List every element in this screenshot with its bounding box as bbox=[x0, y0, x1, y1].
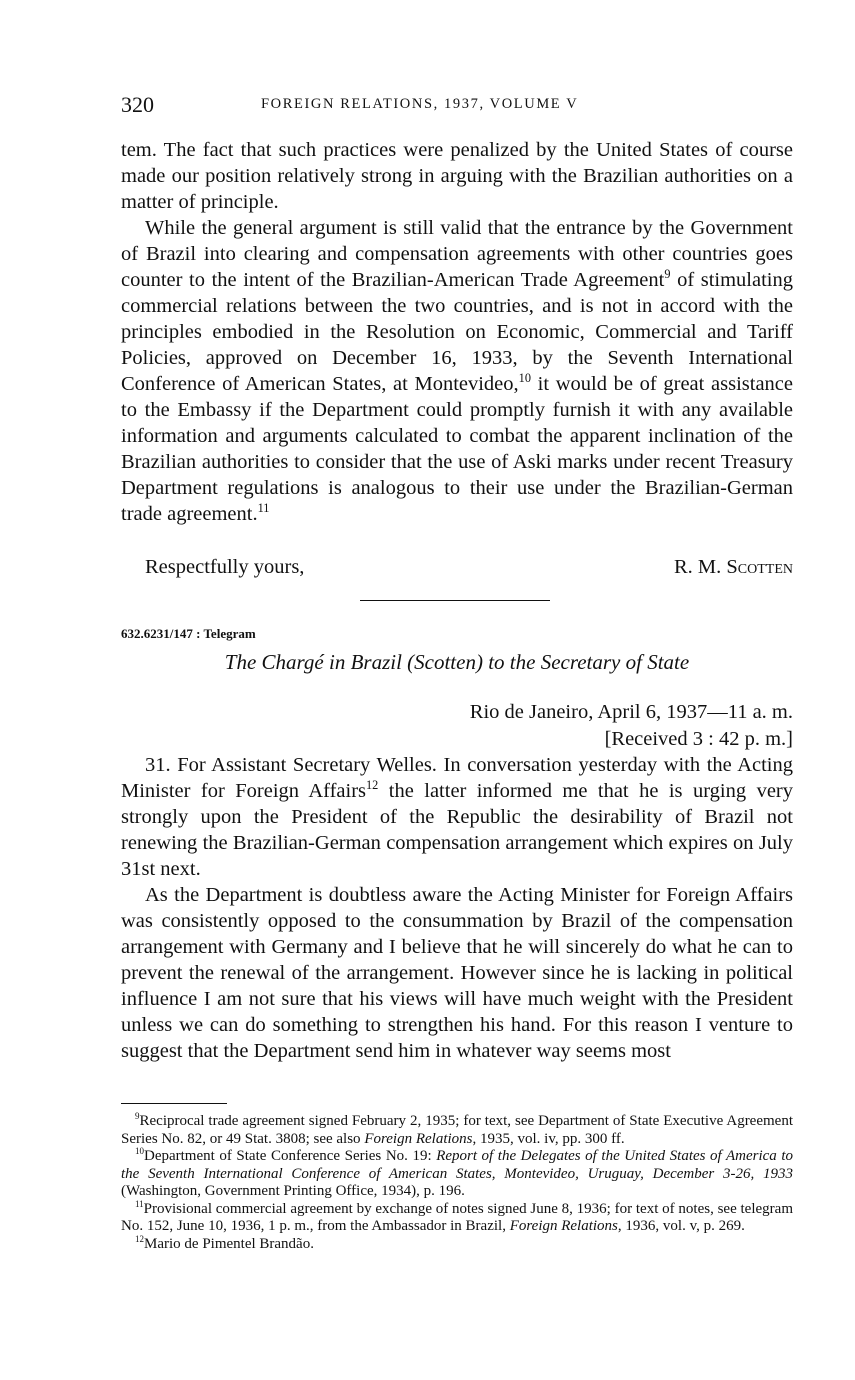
received-time: [Received 3 : 42 p. m.] bbox=[604, 728, 793, 750]
footnote: $^{11}$Provisional commercial agreement by exchange of notes signed June 8, 1936; for text of notes, see telegram No. 152, June 10, 1936, 1 p. m., from the Ambassador in Brazil, Foreign Relations, 1936, vol. v, p. 269. bbox=[121, 1198, 793, 1234]
footnote-ref[interactable]: 11 bbox=[257, 501, 270, 516]
page-header bbox=[121, 92, 793, 118]
paragraph: While the general argument is still valid that the entrance by the Government of Brazil into clearing and compensation agreements with other countries goes counter to the intent of the Brazilian-American Trade Agreement$^9$ of stimulating commercial relations between the two countries, and is not in accord with the principles embodied in the Resolution on Economic, Commercial and Tariff Policies, approved on December 16, 1933, by the Seventh International Conference of American States, at Montevideo,$^{10}$ it would be of great assistance to the Embassy if the Department could promptly furnish it with any available information and arguments calculated to combat the apparent inclination of the Brazilian authorities to consider that the use of Aski marks under recent Treasury Department regulations is analogous to their use under the Brazilian-German trade agreement.$^{11}$ bbox=[121, 217, 793, 525]
footnote-divider bbox=[121, 1103, 227, 1104]
dateline bbox=[470, 699, 793, 753]
paragraph: 31. For Assistant Secretary Welles. In conversation yesterday with the Acting Minister for Foreign Affairs$^{12}$ the latter informed me that he is urging very strongly upon the President of the Republic the desirability of Brazil not renewing the Brazilian-German compensation arrangement which expires on July 31st next. bbox=[121, 754, 793, 880]
footnote-ref[interactable]: 9 bbox=[664, 267, 671, 282]
document-title: The Chargé in Brazil (Scotten) to the Secretary of State bbox=[224, 650, 690, 674]
footnote-ref[interactable]: 10 bbox=[518, 371, 531, 386]
page-number: 320 bbox=[121, 92, 154, 117]
date-place: Rio de Janeiro, April 6, 1937—11 a. m. bbox=[469, 701, 793, 723]
telegram-body bbox=[121, 752, 793, 1064]
file-reference: 632.6231/147 : Telegram bbox=[121, 626, 256, 641]
footnote: $^{10}$Department of State Conference Series No. 19: Report of the Delegates of the United States of America to the Seventh International Conference of American States, Montevideo, Uruguay, December 3-26, 1933 (Washington, Government Printing Office, 1934), p. 196. bbox=[121, 1146, 794, 1199]
letter-signoff bbox=[145, 556, 793, 579]
closing: Respectfully yours, bbox=[145, 556, 305, 578]
letter-continuation bbox=[121, 137, 793, 527]
section-divider bbox=[360, 600, 550, 601]
footnote-ref[interactable]: 12 bbox=[366, 778, 379, 793]
running-title: FOREIGN RELATIONS, 1937, VOLUME V bbox=[261, 96, 579, 112]
footnote: $^{12}$Mario de Pimentel Brandão. bbox=[135, 1233, 314, 1252]
footnotes bbox=[121, 1113, 793, 1253]
paragraph: As the Department is doubtless aware the Acting Minister for Foreign Affairs was consistently opposed to the consummation by Brazil of the compensation arrangement with Germany and I believe that he will sincerely do what he can to prevent the renewal of the arrangement. However since he is lacking in political influence I am not sure that his views will have much weight with the President unless we can do something to strengthen his hand. For this reason I venture to suggest that the Department send him in whatever way seems most bbox=[121, 884, 793, 1062]
signature: R. M. Scotten bbox=[673, 556, 793, 578]
footnote: $^9$Reciprocal trade agreement signed February 2, 1935; for text, see Department of State Executive Agreement Series No. 82, or 49 Stat. 3808; see also Foreign Relations, 1935, vol. iv, pp. 300 ff. bbox=[121, 1111, 793, 1147]
paragraph: tem. The fact that such practices were penalized by the United States of course made our position relatively strong in arguing with the Brazilian authorities on a matter of principle. bbox=[121, 139, 793, 213]
